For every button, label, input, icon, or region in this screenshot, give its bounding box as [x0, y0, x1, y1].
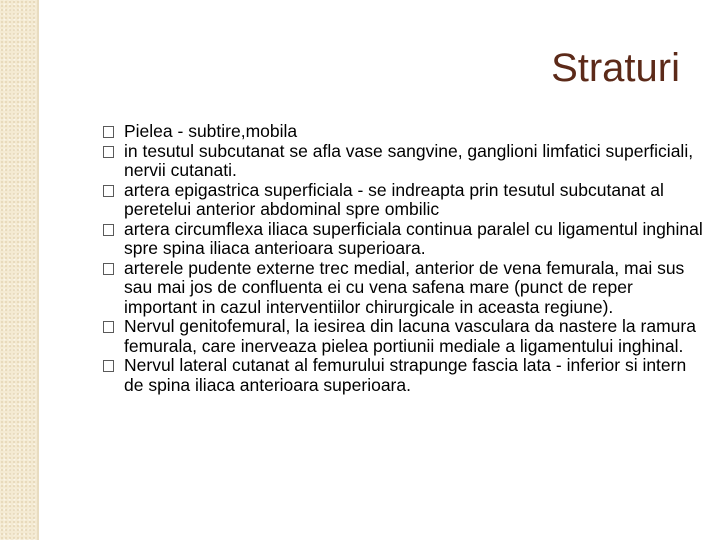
square-bullet-icon	[103, 146, 114, 158]
bullet-item	[103, 220, 703, 259]
bullet-text: arterele pudente externe trec medial, anterior de vena femurala, mai sus sau mai jos de confluenta ei cu vena safena mare (punct de reper important in cazul interventiilor chirurgicale in aceasta regiune).	[124, 257, 685, 317]
bullet-text: artera circumflexa iliaca superficiala continua paralel cu ligamentul inghinal spre spina iliaca anterioara superioara.	[124, 218, 703, 258]
bullet-list	[103, 122, 703, 395]
bullet-text: Nervul lateral cutanat al femurului strapunge fascia lata - inferior si intern de spina iliaca anterioara superioara.	[124, 355, 687, 395]
bullet-item	[103, 181, 703, 220]
square-bullet-icon	[103, 126, 114, 138]
bullet-text: Pielea - subtire,mobila	[124, 121, 298, 141]
bullet-item	[103, 317, 703, 356]
square-bullet-icon	[103, 321, 114, 333]
square-bullet-icon	[103, 360, 114, 372]
bullet-item	[103, 122, 703, 142]
bullet-text: Nervul genitofemural, la iesirea din lacuna vasculara da nastere la ramura femurala, care inerveaza pielea portiunii mediale a ligamentului inghinal.	[124, 316, 696, 356]
slide-title: Straturi	[551, 46, 680, 90]
square-bullet-icon	[103, 185, 114, 197]
bullet-item	[103, 259, 703, 318]
bullet-item	[103, 142, 703, 181]
square-bullet-icon	[103, 224, 114, 236]
bullet-item	[103, 356, 703, 395]
square-bullet-icon	[103, 263, 114, 275]
bullet-text: in tesutul subcutanat se afla vase sangvine, ganglioni limfatici superficiali, nervii cutanati.	[124, 140, 694, 180]
bullet-text: artera epigastrica superficiala - se indreapta prin tesutul subcutanat al peretelui anterior abdominal spre ombilic	[124, 179, 664, 219]
